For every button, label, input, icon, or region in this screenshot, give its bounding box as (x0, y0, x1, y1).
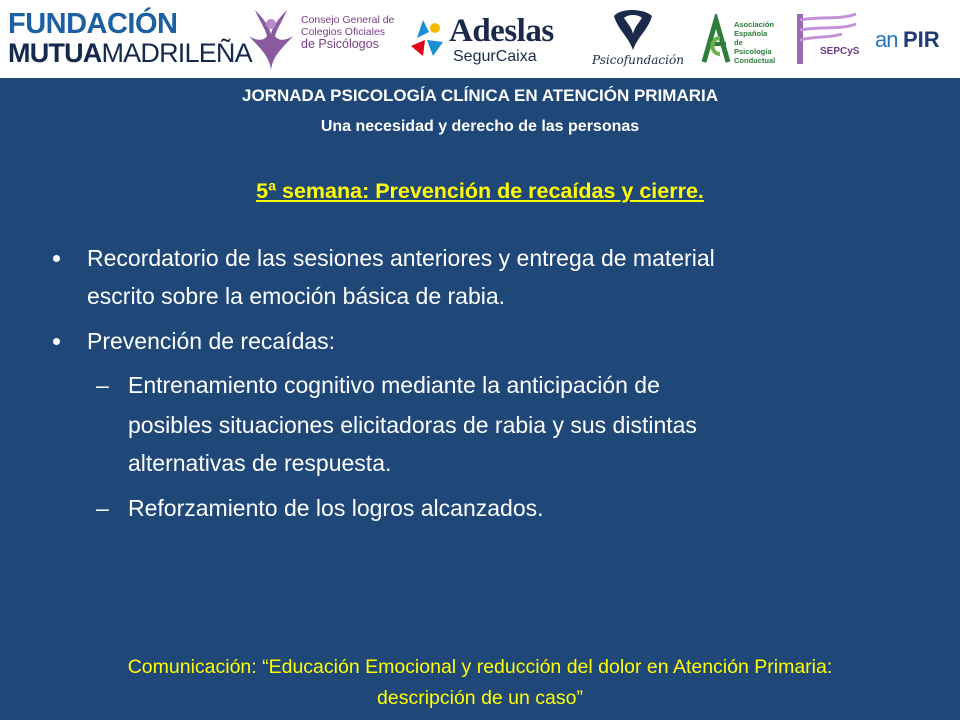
event-subtitle: Una necesidad y derecho de las personas (320, 118, 640, 135)
bullet-marker (53, 338, 60, 345)
adeslas-segurcaixa-logo (405, 6, 555, 72)
caixa-star-icon (405, 16, 449, 60)
fundacion-logo-text-top: FUNDACIÓN (8, 8, 178, 40)
aepc-line-3: de (734, 38, 743, 47)
sub-bullet-2-line-1: Reforzamiento de los logros alcanzados. (128, 495, 544, 521)
footer-line-1: Comunicación: “Educación Emocional y reducción del dolor en Atención Primaria: (127, 656, 833, 678)
bullet-marker (53, 255, 60, 262)
bullet-1-line-1: Recordatorio de las sesiones anteriores y entrega de material (87, 245, 715, 271)
event-title: JORNADA PSICOLOGÍA CLÍNICA EN ATENCIÓN PRIMARIA (241, 86, 718, 105)
cgcop-line-2: Colegios Oficiales (301, 26, 386, 38)
sepcys-logo (790, 6, 865, 72)
fundacion-logo-mutua: MUTUA (8, 38, 102, 68)
sub-bullet-marker: – (96, 495, 109, 521)
aepc-line-2: Española (734, 29, 768, 38)
anpir-an-text: an (875, 27, 898, 52)
cgcop-figure-icon (243, 6, 299, 72)
aepc-letters-icon (700, 14, 734, 66)
aepc-text (734, 20, 775, 65)
anpir-pir-text: PIR (903, 27, 940, 52)
anpir-logo (875, 6, 955, 72)
slide-title: 5ª semana: Prevención de recaídas y cierre. (256, 179, 704, 203)
bullet-1-line-2: escrito sobre la emoción básica de rabia. (87, 283, 506, 309)
aepc-line-1: Asociación (734, 20, 775, 29)
psicofundacion-emblem-icon (608, 6, 658, 52)
aepc-logo (700, 6, 780, 72)
sub-bullet-1-line-1: Entrenamiento cognitivo mediante la anticipación de (128, 372, 660, 398)
footer-line-2: descripción de un caso” (377, 687, 583, 709)
cgcop-line-3: de Psicólogos (301, 37, 379, 51)
cgcop-logo (243, 6, 395, 72)
fundacion-logo-madrilena: MADRILEÑA (101, 38, 252, 68)
aepc-line-4: Psicología (734, 47, 772, 56)
sepcys-text: SEPCyS (820, 46, 860, 57)
sub-bullet-marker: – (96, 372, 109, 398)
adeslas-wordmark: Adeslas (449, 13, 554, 49)
communication-footer (0, 652, 960, 714)
aepc-line-5: Conductual (734, 56, 776, 65)
psicofundacion-logo (590, 6, 686, 72)
sub-bullet-1-line-3: alternativas de respuesta. (128, 450, 392, 476)
fundacion-mutua-madrilena-logo (8, 8, 252, 68)
cgcop-line-1: Consejo General de (301, 14, 395, 26)
sepcys-emblem-icon (790, 8, 860, 68)
logo-bar (0, 0, 960, 78)
sub-bullet-1-line-2: posibles situaciones elicitadoras de rabia y sus distintas (128, 412, 697, 438)
fundacion-logo-text-bottom (8, 39, 252, 67)
bullet-2-line-1: Prevención de recaídas: (87, 328, 336, 354)
psicofundacion-text: Psicofundación (592, 53, 684, 67)
cgcop-text (301, 14, 395, 51)
segurcaixa-wordmark: SegurCaixa (453, 48, 537, 65)
